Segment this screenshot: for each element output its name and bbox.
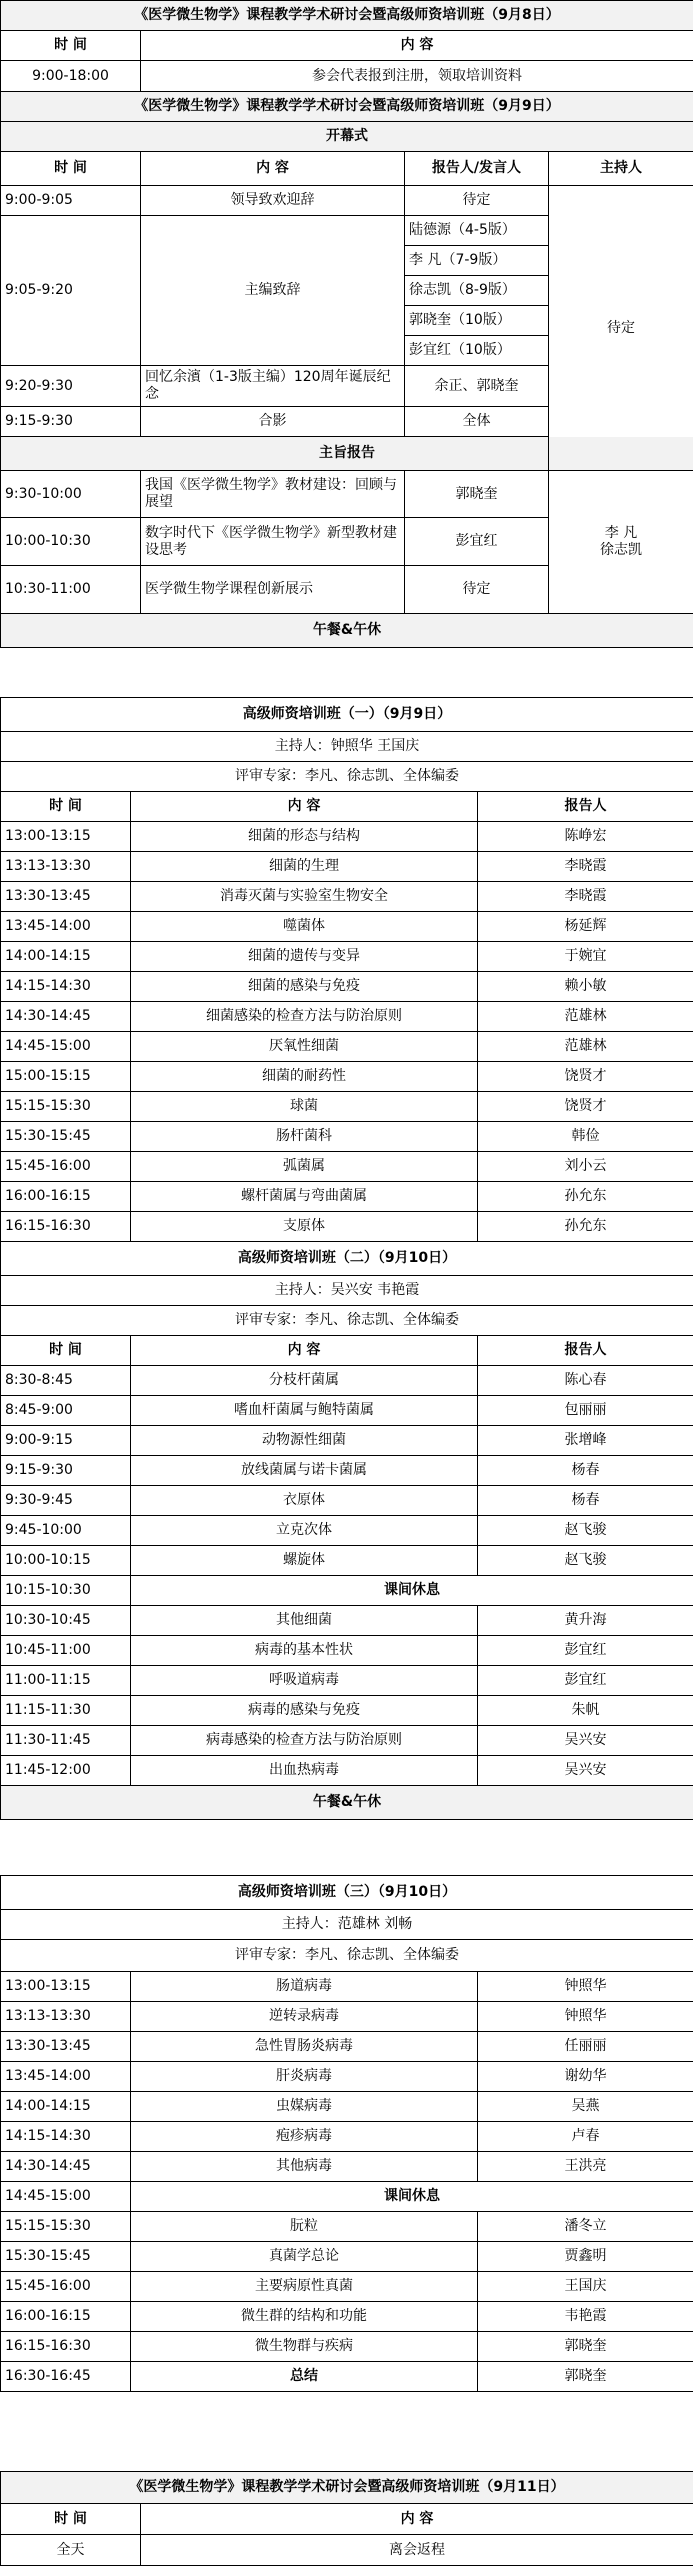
speaker-cell: 王国庆 <box>478 2272 693 2302</box>
content-cell: 细菌的耐药性 <box>131 1062 478 1092</box>
time-cell: 15:30-15:45 <box>1 2242 131 2272</box>
time-cell: 9:15-9:30 <box>1 1456 131 1486</box>
speaker-cell: 黄升海 <box>478 1606 693 1636</box>
day2-table <box>0 91 693 648</box>
time-cell: 16:15-16:30 <box>1 1212 131 1242</box>
speaker-cell: 张增峰 <box>478 1426 693 1456</box>
content-cell: 出血热病毒 <box>131 1756 478 1786</box>
col-speaker-header: 报告人 <box>478 792 693 822</box>
schedule-row <box>1 2242 693 2272</box>
schedule-row <box>1 2122 693 2152</box>
time-cell: 15:15-15:30 <box>1 2212 131 2242</box>
opening-host-cell: 待定 <box>549 186 693 471</box>
schedule-row <box>1 1032 693 1062</box>
day1-table <box>0 0 693 92</box>
content-cell: 回忆余濱（1-3版主编）120周年诞辰纪念 <box>141 366 405 407</box>
content-cell: 厌氧性细菌 <box>131 1032 478 1062</box>
break-label: 课间休息 <box>131 1576 693 1606</box>
content-cell: 衣原体 <box>131 1486 478 1516</box>
content-cell: 其他病毒 <box>131 2152 478 2182</box>
content-cell: 细菌的生理 <box>131 852 478 882</box>
schedule-row <box>1 1546 693 1576</box>
schedule-row <box>1 1396 693 1426</box>
col-time-header: 时 间 <box>1 792 131 822</box>
time-cell: 11:15-11:30 <box>1 1696 131 1726</box>
schedule-row <box>1 1002 693 1032</box>
speaker-cell: 吴兴安 <box>478 1726 693 1756</box>
speaker-cell: 卢春 <box>478 2122 693 2152</box>
speaker-cell: 杨春 <box>478 1456 693 1486</box>
content-cell: 其他细菌 <box>131 1606 478 1636</box>
speaker-cell: 彭宜红 <box>478 1666 693 1696</box>
content-cell: 病毒的基本性状 <box>131 1636 478 1666</box>
schedule-row <box>1 2092 693 2122</box>
session1-host: 主持人：钟照华 王国庆 <box>1 732 693 762</box>
speaker-cell: 赵飞骏 <box>478 1546 693 1576</box>
time-cell: 14:00-14:15 <box>1 2092 131 2122</box>
time-cell: 15:45-16:00 <box>1 2272 131 2302</box>
editor-cell: 彭宜红（10版） <box>405 336 549 366</box>
col-time-header: 时 间 <box>1 2504 141 2535</box>
speaker-cell: 李晓霞 <box>478 882 693 912</box>
speaker-cell: 范雄林 <box>478 1032 693 1062</box>
content-cell: 细菌的感染与免疫 <box>131 972 478 1002</box>
speaker-cell: 郭晓奎 <box>405 471 549 518</box>
speaker-cell: 朱帆 <box>478 1696 693 1726</box>
time-cell: 10:30-11:00 <box>1 566 141 614</box>
speaker-cell: 彭宜红 <box>405 518 549 566</box>
time-cell: 16:00-16:15 <box>1 1182 131 1212</box>
col-time-header: 时 间 <box>1 1336 131 1366</box>
session3-table <box>0 1875 693 2392</box>
schedule-row <box>1 1636 693 1666</box>
col-content-header: 内 容 <box>141 152 405 186</box>
time-cell: 14:45-15:00 <box>1 2182 131 2212</box>
content-cell: 分枝杆菌属 <box>131 1366 478 1396</box>
time-cell: 11:00-11:15 <box>1 1666 131 1696</box>
time-cell: 9:05-9:20 <box>1 216 141 366</box>
time-cell: 11:45-12:00 <box>1 1756 131 1786</box>
time-cell: 10:45-11:00 <box>1 1636 131 1666</box>
content-cell: 球菌 <box>131 1092 478 1122</box>
session1-title: 高级师资培训班（一）（9月9日） <box>1 698 693 732</box>
content-cell: 总结 <box>131 2362 478 2392</box>
time-cell: 15:45-16:00 <box>1 1152 131 1182</box>
host-name: 徐志凯 <box>553 542 689 559</box>
session3-host: 主持人：范雄林 刘畅 <box>1 1910 693 1940</box>
time-cell: 9:45-10:00 <box>1 1516 131 1546</box>
schedule-row <box>1 972 693 1002</box>
content-cell: 弧菌属 <box>131 1152 478 1182</box>
speaker-cell: 王洪亮 <box>478 2152 693 2182</box>
content-cell: 真菌学总论 <box>131 2242 478 2272</box>
col-host-header: 主持人 <box>549 152 693 186</box>
content-cell: 肝炎病毒 <box>131 2062 478 2092</box>
content-cell: 微生群的结构和功能 <box>131 2302 478 2332</box>
content-cell: 放线菌属与诺卡菌属 <box>131 1456 478 1486</box>
col-time-header: 时 间 <box>1 31 141 61</box>
editor-cell: 郭晓奎（10版） <box>405 306 549 336</box>
content-cell: 参会代表报到注册，领取培训资料 <box>141 61 693 92</box>
speaker-cell: 赵飞骏 <box>478 1516 693 1546</box>
time-cell: 13:30-13:45 <box>1 2032 131 2062</box>
day4-title: 《医学微生物学》课程教学学术研讨会暨高级师资培训班（9月11日） <box>1 2472 693 2504</box>
schedule-row <box>1 1486 693 1516</box>
col-time-header: 时 间 <box>1 152 141 186</box>
schedule-row <box>1 1152 693 1182</box>
content-cell: 动物源性细菌 <box>131 1426 478 1456</box>
time-cell: 13:13-13:30 <box>1 852 131 882</box>
content-cell: 细菌的形态与结构 <box>131 822 478 852</box>
content-cell: 逆转录病毒 <box>131 2002 478 2032</box>
schedule-row <box>1 1756 693 1786</box>
schedule-row <box>1 942 693 972</box>
speaker-cell: 彭宜红 <box>478 1636 693 1666</box>
keynote-host-cell <box>549 471 693 614</box>
session2-reviewers: 评审专家：李凡、徐志凯、全体编委 <box>1 1306 693 1336</box>
schedule-row <box>1 1666 693 1696</box>
content-cell: 主编致辞 <box>141 216 405 366</box>
content-cell: 呼吸道病毒 <box>131 1666 478 1696</box>
host-name: 李 凡 <box>553 525 689 542</box>
time-cell: 9:30-10:00 <box>1 471 141 518</box>
speaker-cell: 于婉宜 <box>478 942 693 972</box>
time-cell: 8:45-9:00 <box>1 1396 131 1426</box>
content-cell: 细菌的遗传与变异 <box>131 942 478 972</box>
day2-title: 《医学微生物学》课程教学学术研讨会暨高级师资培训班（9月9日） <box>1 92 693 122</box>
speaker-cell: 孙允东 <box>478 1212 693 1242</box>
speaker-cell: 韩俭 <box>478 1122 693 1152</box>
content-cell: 消毒灭菌与实验室生物安全 <box>131 882 478 912</box>
schedule-row <box>1 2302 693 2332</box>
break-label: 课间休息 <box>131 2182 693 2212</box>
schedule-row <box>1 2272 693 2302</box>
schedule-row <box>1 2212 693 2242</box>
session2-title: 高级师资培训班（二）（9月10日） <box>1 1242 693 1276</box>
time-cell: 15:15-15:30 <box>1 1092 131 1122</box>
session1-reviewers: 评审专家：李凡、徐志凯、全体编委 <box>1 762 693 792</box>
content-cell: 支原体 <box>131 1212 478 1242</box>
speaker-cell: 李晓霞 <box>478 852 693 882</box>
time-cell: 13:00-13:15 <box>1 822 131 852</box>
editor-cell: 陆德源（4-5版） <box>405 216 549 246</box>
editor-cell: 李 凡（7-9版） <box>405 246 549 276</box>
content-cell: 离会返程 <box>141 2535 693 2566</box>
time-cell: 13:45-14:00 <box>1 2062 131 2092</box>
schedule-row <box>1 2002 693 2032</box>
editor-cell: 徐志凯（8-9版） <box>405 276 549 306</box>
time-cell: 11:30-11:45 <box>1 1726 131 1756</box>
schedule-row <box>1 1366 693 1396</box>
schedule-row <box>1 1122 693 1152</box>
time-cell: 15:00-15:15 <box>1 1062 131 1092</box>
col-content-header: 内 容 <box>141 31 693 61</box>
speaker-cell: 杨延辉 <box>478 912 693 942</box>
speaker-cell: 郭晓奎 <box>478 2362 693 2392</box>
time-cell: 9:00-18:00 <box>1 61 141 92</box>
col-content-header: 内 容 <box>131 1336 478 1366</box>
content-cell: 疱疹病毒 <box>131 2122 478 2152</box>
day1-title: 《医学微生物学》课程教学学术研讨会暨高级师资培训班（9月8日） <box>1 1 693 31</box>
content-cell: 我国《医学微生物学》教材建设：回顾与展望 <box>141 471 405 518</box>
time-cell: 14:15-14:30 <box>1 972 131 1002</box>
time-cell: 14:30-14:45 <box>1 1002 131 1032</box>
time-cell: 9:15-9:30 <box>1 407 141 437</box>
time-cell: 9:00-9:15 <box>1 1426 131 1456</box>
time-cell: 13:45-14:00 <box>1 912 131 942</box>
speaker-cell: 待定 <box>405 566 549 614</box>
lunch-banner: 午餐&午休 <box>1 614 693 648</box>
content-cell: 细菌感染的检查方法与防治原则 <box>131 1002 478 1032</box>
schedule-row <box>1 1696 693 1726</box>
content-cell: 螺旋体 <box>131 1546 478 1576</box>
speaker-cell: 钟照华 <box>478 1972 693 2002</box>
schedule-row <box>1 852 693 882</box>
speaker-cell: 潘冬立 <box>478 2212 693 2242</box>
session2-host: 主持人：吴兴安 韦艳霞 <box>1 1276 693 1306</box>
speaker-cell: 孙允东 <box>478 1182 693 1212</box>
speaker-cell: 任丽丽 <box>478 2032 693 2062</box>
speaker-cell: 贾鑫明 <box>478 2242 693 2272</box>
time-cell: 14:15-14:30 <box>1 2122 131 2152</box>
time-cell: 10:00-10:30 <box>1 518 141 566</box>
day4-table <box>0 2471 693 2566</box>
schedule-row <box>1 882 693 912</box>
time-cell: 9:00-9:05 <box>1 186 141 216</box>
schedule-row <box>1 1606 693 1636</box>
schedule-row <box>1 1456 693 1486</box>
session1-table <box>0 697 693 1242</box>
time-cell: 10:30-10:45 <box>1 1606 131 1636</box>
time-cell: 10:15-10:30 <box>1 1576 131 1606</box>
schedule-row <box>1 822 693 852</box>
content-cell: 医学微生物学课程创新展示 <box>141 566 405 614</box>
content-cell: 嗜血杆菌属与鲍特菌属 <box>131 1396 478 1426</box>
time-cell: 16:30-16:45 <box>1 2362 131 2392</box>
time-cell: 全天 <box>1 2535 141 2566</box>
content-cell: 领导致欢迎辞 <box>141 186 405 216</box>
content-cell: 病毒感染的检查方法与防治原则 <box>131 1726 478 1756</box>
lunch-banner: 午餐&午休 <box>1 1786 693 1820</box>
speaker-cell: 韦艳霞 <box>478 2302 693 2332</box>
schedule-row <box>1 2332 693 2362</box>
speaker-cell: 杨春 <box>478 1486 693 1516</box>
schedule-row <box>1 1182 693 1212</box>
speaker-cell: 余正、郭晓奎 <box>405 366 549 407</box>
speaker-cell: 郭晓奎 <box>478 2332 693 2362</box>
col-content-header: 内 容 <box>131 792 478 822</box>
speaker-cell: 刘小云 <box>478 1152 693 1182</box>
speaker-cell: 吴兴安 <box>478 1756 693 1786</box>
time-cell: 13:30-13:45 <box>1 882 131 912</box>
content-cell: 立克次体 <box>131 1516 478 1546</box>
speaker-cell: 待定 <box>405 186 549 216</box>
session3-title: 高级师资培训班（三）（9月10日） <box>1 1876 693 1910</box>
content-cell: 肠杆菌科 <box>131 1122 478 1152</box>
speaker-cell: 赖小敏 <box>478 972 693 1002</box>
time-cell: 14:45-15:00 <box>1 1032 131 1062</box>
session2-table <box>0 1241 693 1820</box>
speaker-cell: 钟照华 <box>478 2002 693 2032</box>
content-cell: 合影 <box>141 407 405 437</box>
time-cell: 9:20-9:30 <box>1 366 141 407</box>
schedule-row <box>1 2062 693 2092</box>
content-cell: 虫媒病毒 <box>131 2092 478 2122</box>
time-cell: 10:00-10:15 <box>1 1546 131 1576</box>
time-cell: 13:13-13:30 <box>1 2002 131 2032</box>
speaker-cell: 饶贤才 <box>478 1062 693 1092</box>
speaker-cell: 陈峥宏 <box>478 822 693 852</box>
schedule-row <box>1 2032 693 2062</box>
keynote-banner: 主旨报告 <box>1 437 693 471</box>
schedule-row <box>1 2152 693 2182</box>
schedule-row <box>1 1726 693 1756</box>
schedule-row <box>1 912 693 942</box>
content-cell: 主要病原性真菌 <box>131 2272 478 2302</box>
col-speaker-header: 报告人 <box>478 1336 693 1366</box>
content-cell: 微生物群与疾病 <box>131 2332 478 2362</box>
schedule-row <box>1 1062 693 1092</box>
speaker-cell: 谢幼华 <box>478 2062 693 2092</box>
speaker-cell: 陈心春 <box>478 1366 693 1396</box>
content-cell: 病毒的感染与免疫 <box>131 1696 478 1726</box>
time-cell: 15:30-15:45 <box>1 1122 131 1152</box>
schedule-row <box>1 1426 693 1456</box>
speaker-cell: 饶贤才 <box>478 1092 693 1122</box>
time-cell: 14:30-14:45 <box>1 2152 131 2182</box>
time-cell: 9:30-9:45 <box>1 1486 131 1516</box>
col-content-header: 内 容 <box>141 2504 693 2535</box>
content-cell: 螺杆菌属与弯曲菌属 <box>131 1182 478 1212</box>
content-cell: 数字时代下《医学微生物学》新型教材建设思考 <box>141 518 405 566</box>
speaker-cell: 包丽丽 <box>478 1396 693 1426</box>
time-cell: 13:00-13:15 <box>1 1972 131 2002</box>
speaker-cell: 范雄林 <box>478 1002 693 1032</box>
content-cell: 肠道病毒 <box>131 1972 478 2002</box>
time-cell: 16:00-16:15 <box>1 2302 131 2332</box>
speaker-cell: 吴燕 <box>478 2092 693 2122</box>
opening-banner: 开幕式 <box>1 122 693 152</box>
schedule-row <box>1 1092 693 1122</box>
time-cell: 8:30-8:45 <box>1 1366 131 1396</box>
schedule-row <box>1 1972 693 2002</box>
content-cell: 朊粒 <box>131 2212 478 2242</box>
content-cell: 噬菌体 <box>131 912 478 942</box>
content-cell: 急性胃肠炎病毒 <box>131 2032 478 2062</box>
schedule-row <box>1 1212 693 1242</box>
speaker-cell: 全体 <box>405 407 549 437</box>
time-cell: 16:15-16:30 <box>1 2332 131 2362</box>
session3-reviewers: 评审专家：李凡、徐志凯、全体编委 <box>1 1940 693 1972</box>
schedule-row <box>1 1516 693 1546</box>
time-cell: 14:00-14:15 <box>1 942 131 972</box>
col-speaker-header: 报告人/发言人 <box>405 152 549 186</box>
